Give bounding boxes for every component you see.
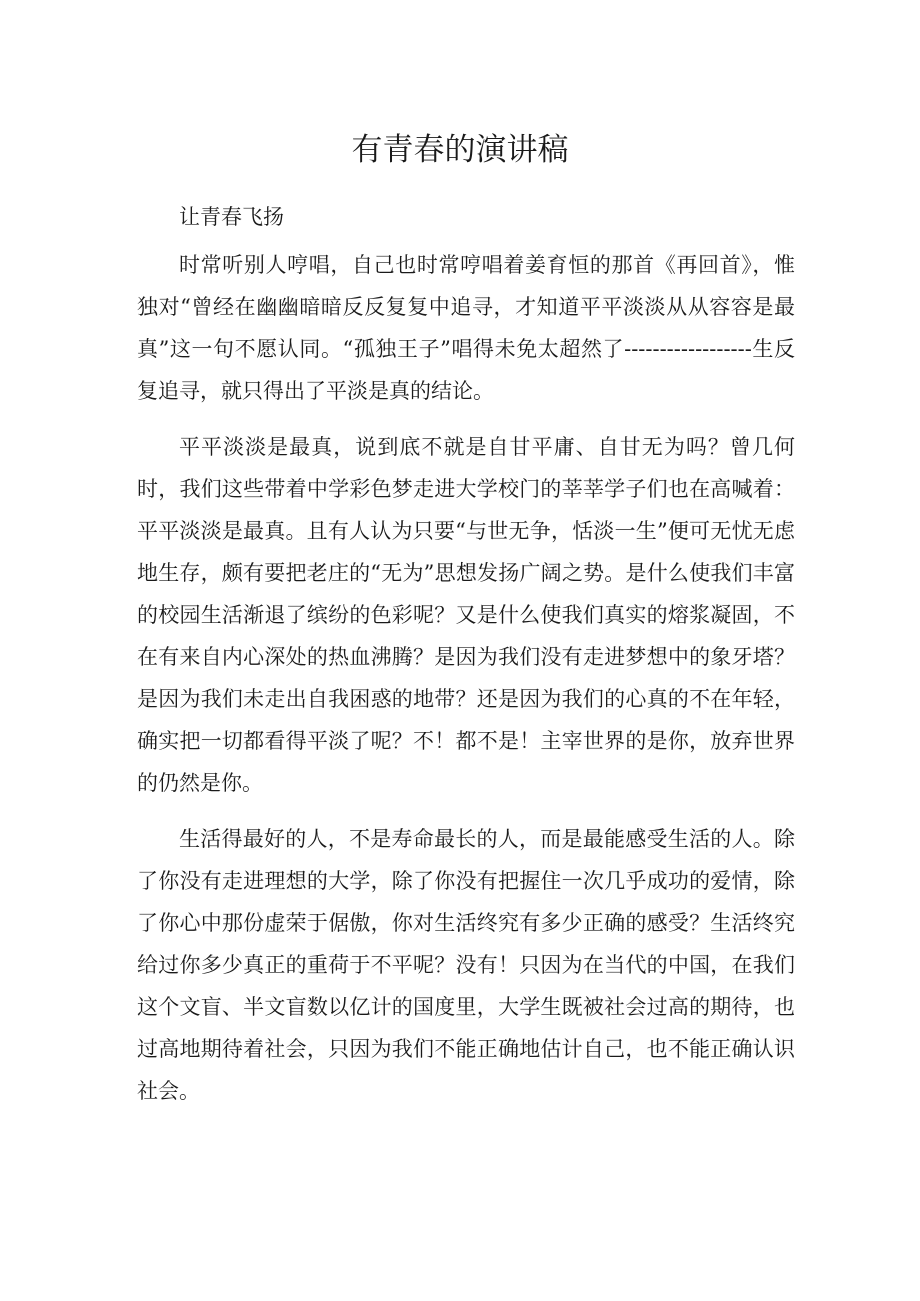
- paragraph-2: 平平淡淡是最真，说到底不就是自甘平庸、自甘无为吗？曾几何时，我们这些带着中学彩色梦走进大学校门的莘莘学子们也在高喊着：平平淡淡是最真。且有人认为只要“与世无争，恬淡一生”便可无忧无虑地生存，颇有要把老庄的“无为”思想发扬广阔之势。是什么使我们丰富的校园生活渐退了缤纷的色彩呢？又是什么使我们真实的熔浆凝固，不在有来自内心深处的热血沸腾？是因为我们没有走进梦想中的象牙塔？是因为我们未走出自我困惑的地带？还是因为我们的心真的不在年轻，确实把一切都看得平淡了呢？不！都不是！主宰世界的是你，放弃世界的仍然是你。: [137, 435, 795, 795]
- document-subtitle: 让青春飞扬: [179, 205, 284, 229]
- document-title: 有青春的演讲稿: [351, 132, 569, 168]
- paragraph-1: 时常听别人哼唱，自己也时常哼唱着姜育恒的那首《再回首》，惟独对“曾经在幽幽暗暗反反复复中追寻，才知道平平淡淡从从容容是最真”这一句不愿认同。“孤独王子”唱得未免太超然了------------------生反复追寻，就只得出了平淡是真的结论。: [137, 253, 795, 403]
- paragraph-3: 生活得最好的人，不是寿命最长的人，而是最能感受生活的人。除了你没有走进理想的大学，除了你没有把握住一次几乎成功的爱情，除了你心中那份虚荣于倨傲，你对生活终究有多少正确的感受？生活终究给过你多少真正的重荷于不平呢？没有！只因为在当代的中国，在我们这个文盲、半文盲数以亿计的国度里，大学生既被社会过高的期待，也过高地期待着社会，只因为我们不能正确地估计自己，也不能正确认识社会。: [137, 827, 795, 1103]
- document-body: [137, 196, 795, 1112]
